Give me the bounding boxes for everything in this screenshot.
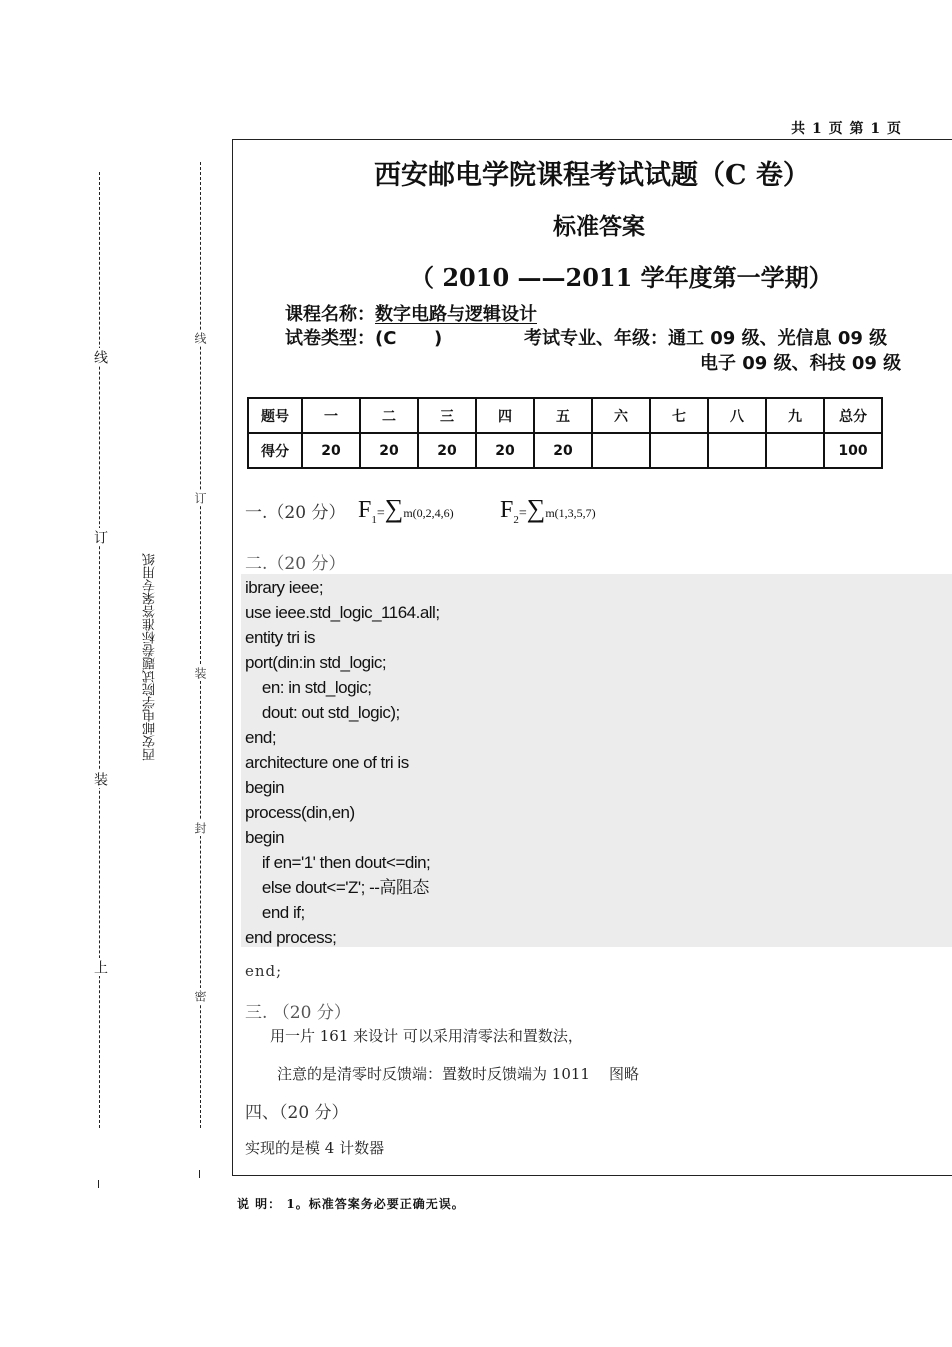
- f2-symbol: F: [500, 497, 514, 523]
- table-cell: 总分: [824, 398, 882, 433]
- code-line: architecture one of tri is: [245, 753, 409, 772]
- f2-expression: m(1,3,5,7): [545, 506, 596, 520]
- code-line: dout: out std_logic);: [245, 703, 400, 722]
- code-end-line: end;: [245, 962, 283, 980]
- exam-title-text: 西安邮电学院课程考试试题（C 卷）: [374, 160, 810, 191]
- table-cell: 20: [534, 433, 592, 468]
- code-line: ibrary ieee;: [245, 578, 324, 597]
- table-cell: 七: [650, 398, 708, 433]
- vhdl-code-block: [245, 575, 440, 950]
- margin-char-xian: 线: [92, 350, 108, 364]
- inner-char-ding: 订: [193, 492, 207, 504]
- f2-subscript: 2: [513, 513, 519, 526]
- table-cell: 九: [766, 398, 824, 433]
- table-cell: 100: [824, 433, 882, 468]
- score-table-header-row: [248, 398, 882, 433]
- table-cell: 一: [302, 398, 360, 433]
- equals-sign: =: [376, 506, 385, 521]
- score-table: [247, 397, 883, 469]
- exam-term: （ 2010 ——2011 学年度第一学期）: [410, 263, 833, 292]
- table-cell: 20: [476, 433, 534, 468]
- page-info: 共 1 页 第 1 页: [791, 121, 902, 137]
- table-cell: 得分: [248, 433, 302, 468]
- code-line: end if;: [245, 903, 305, 922]
- table-cell: 20: [418, 433, 476, 468]
- section-4-line-1: 实现的是模 4 计数器: [245, 1139, 385, 1157]
- course-value: 数字电路与逻辑设计: [375, 304, 537, 325]
- table-cell: [766, 433, 824, 468]
- exam-title: [232, 153, 952, 192]
- course-line: [285, 300, 537, 326]
- margin-tick-right: [199, 1170, 200, 1178]
- inner-char-feng: 封: [193, 822, 207, 834]
- code-line: port(din:in std_logic;: [245, 653, 387, 672]
- section-3-line-2: 注意的是清零时反馈端：置数时反馈端为 1011 图略: [277, 1065, 640, 1083]
- table-cell: 六: [592, 398, 650, 433]
- margin-char-zhuang: 装: [92, 772, 108, 786]
- code-line: else dout<='Z'; --高阻态: [245, 878, 429, 897]
- sigma-icon: ∑: [384, 494, 404, 523]
- formula-f1: [358, 494, 454, 526]
- table-cell: 二: [360, 398, 418, 433]
- major-line-2: 电子 09 级、科技 09 级: [700, 353, 902, 374]
- margin-char-ding: 订: [92, 530, 108, 544]
- code-line: begin: [245, 778, 285, 797]
- table-cell: [650, 433, 708, 468]
- code-line: entity tri is: [245, 628, 316, 647]
- section-4-label: 四、（20 分）: [245, 1103, 349, 1123]
- margin-char-shang: 上: [92, 960, 108, 974]
- major-line-1: 考试专业、年级：通工 09 级、光信息 09 级: [524, 328, 888, 349]
- f1-symbol: F: [358, 497, 372, 523]
- exam-type: 试卷类型：(C ): [285, 328, 443, 349]
- vertical-note: 西安邮电学院试题卷标准答案专用纸: [143, 553, 158, 761]
- section-3-line-1: 用一片 161 来设计 可以采用清零法和置数法，: [270, 1027, 583, 1045]
- table-cell: 五: [534, 398, 592, 433]
- code-line: begin: [245, 828, 285, 847]
- footer-note: 说 明： 1。标准答案务必要正确无误。: [237, 1197, 465, 1211]
- score-table-score-row: [248, 433, 882, 468]
- code-line: end process;: [245, 928, 337, 947]
- section-3-label: 三. （20 分）: [245, 1003, 351, 1023]
- table-cell: 题号: [248, 398, 302, 433]
- section-1-label: 一.（20 分）: [245, 503, 346, 523]
- code-line: en: in std_logic;: [245, 678, 372, 697]
- inner-char-zhuang: 装: [193, 667, 207, 679]
- f1-expression: m(0,2,4,6): [403, 506, 454, 520]
- table-cell: 八: [708, 398, 766, 433]
- code-line: end;: [245, 728, 277, 747]
- inner-char-mi: 密: [193, 990, 207, 1002]
- table-cell: 三: [418, 398, 476, 433]
- code-line: use ieee.std_logic_1164.all;: [245, 603, 440, 622]
- code-line: process(din,en): [245, 803, 355, 822]
- table-cell: [708, 433, 766, 468]
- outer-dashed-line: [99, 172, 100, 1128]
- code-line: if en='1' then dout<=din;: [245, 853, 431, 872]
- table-cell: [592, 433, 650, 468]
- inner-char-xian: 线: [193, 332, 207, 344]
- table-cell: 20: [302, 433, 360, 468]
- section-2-label: 二.（20 分）: [245, 554, 346, 574]
- sigma-icon: ∑: [526, 494, 546, 523]
- inner-dashed-line: [200, 162, 201, 1128]
- exam-subtitle: 标准答案: [553, 214, 645, 240]
- formula-f2: [500, 494, 596, 526]
- course-label: 课程名称：: [285, 304, 375, 325]
- equals-sign: =: [518, 506, 527, 521]
- margin-tick-left: [98, 1180, 99, 1188]
- f1-subscript: 1: [371, 513, 377, 526]
- table-cell: 四: [476, 398, 534, 433]
- table-cell: 20: [360, 433, 418, 468]
